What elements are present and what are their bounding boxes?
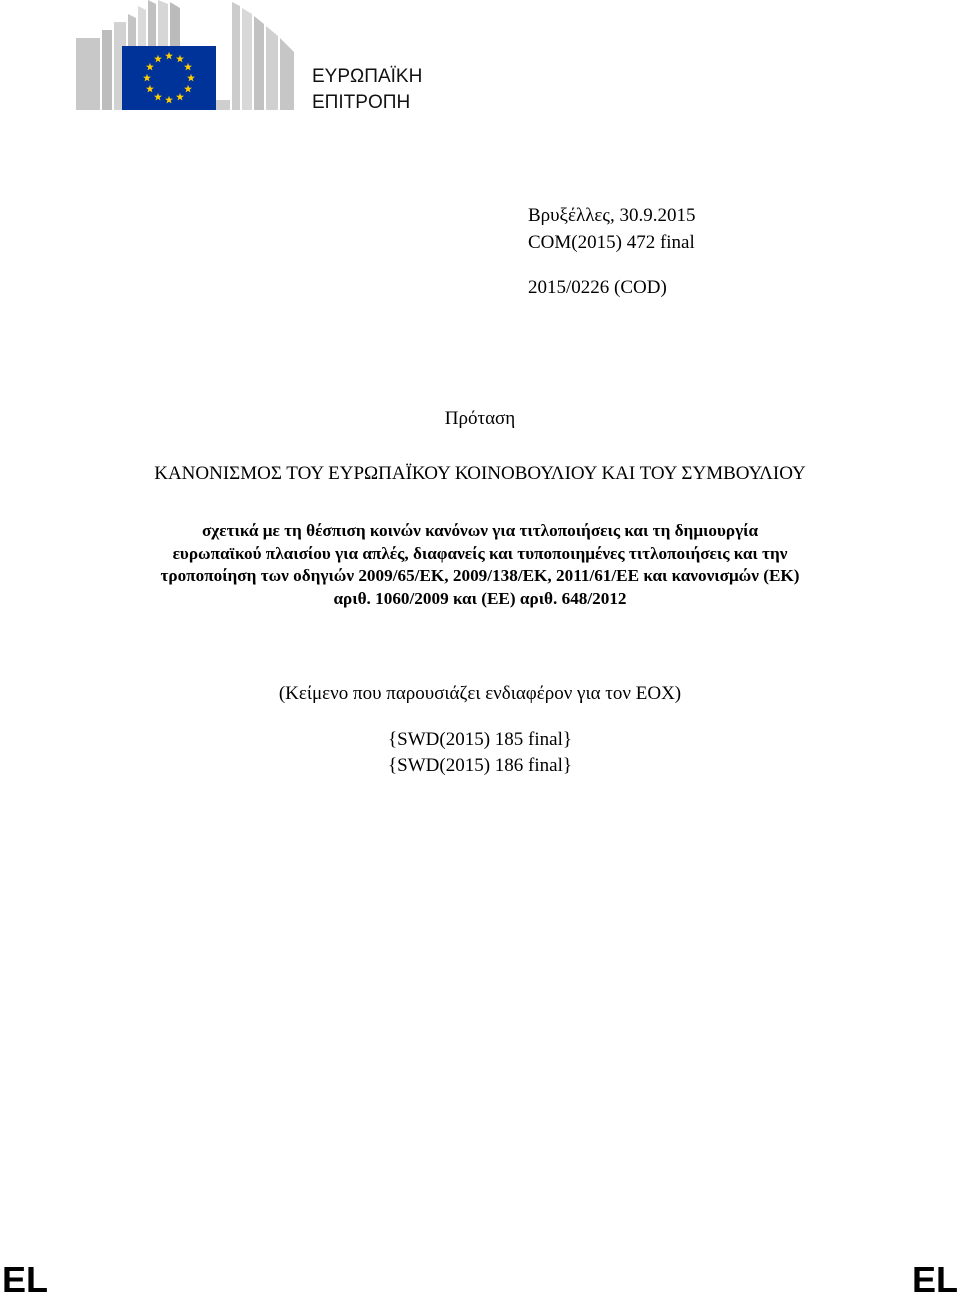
document-type: Πρόταση <box>444 408 516 429</box>
org-line-1: ΕΥΡΩΠΑΪΚΗ <box>312 66 423 87</box>
swd-references <box>0 727 960 779</box>
eea-relevance-note: (Κείμενο που παρουσιάζει ενδιαφέρον για τον ΕΟΧ) <box>278 683 682 704</box>
org-line-2: ΕΠΙΤΡΟΠΗ <box>312 92 411 113</box>
swd-reference: {SWD(2015) 186 final} <box>388 755 572 776</box>
language-code-left: EL <box>2 1259 49 1300</box>
regulation-title: ΚΑΝΟΝΙΣΜΟΣ ΤΟΥ ΕΥΡΩΠΑΪΚΟΥ ΚΟΙΝΟΒΟΥΛΙΟΥ ΚΑΙ ΤΟΥ ΣΥΜΒΟΥΛΙΟΥ <box>154 463 806 484</box>
subject-line: σχετικά με τη θέσπιση κοινών κανόνων για τιτλοποιήσεις και τη δημιουργία <box>201 521 759 540</box>
subject-line: αριθ. 1060/2009 και (ΕΕ) αριθ. 648/2012 <box>333 588 627 608</box>
com-reference: COM(2015) 472 final <box>528 232 695 253</box>
place-date: Βρυξέλλες, 30.9.2015 <box>528 205 696 226</box>
subject-line: τροποποίηση των οδηγιών 2009/65/ΕΚ, 2009/138/ΕΚ, 2011/61/ΕΕ και κανονισμών (ΕΚ) <box>160 566 800 586</box>
procedure-number: 2015/0226 (COD) <box>528 277 667 298</box>
swd-reference: {SWD(2015) 185 final} <box>388 729 572 750</box>
organisation-name <box>312 64 422 116</box>
eu-commission-logo <box>72 0 302 112</box>
eu-commission-logo-icon <box>72 0 302 112</box>
language-code-right: EL <box>911 1259 958 1300</box>
subject-line: ευρωπαϊκού πλαισίου για απλές, διαφανείς και τυποποιημένες τιτλοποιήσεις και την <box>172 543 788 563</box>
regulation-subject <box>70 520 890 610</box>
